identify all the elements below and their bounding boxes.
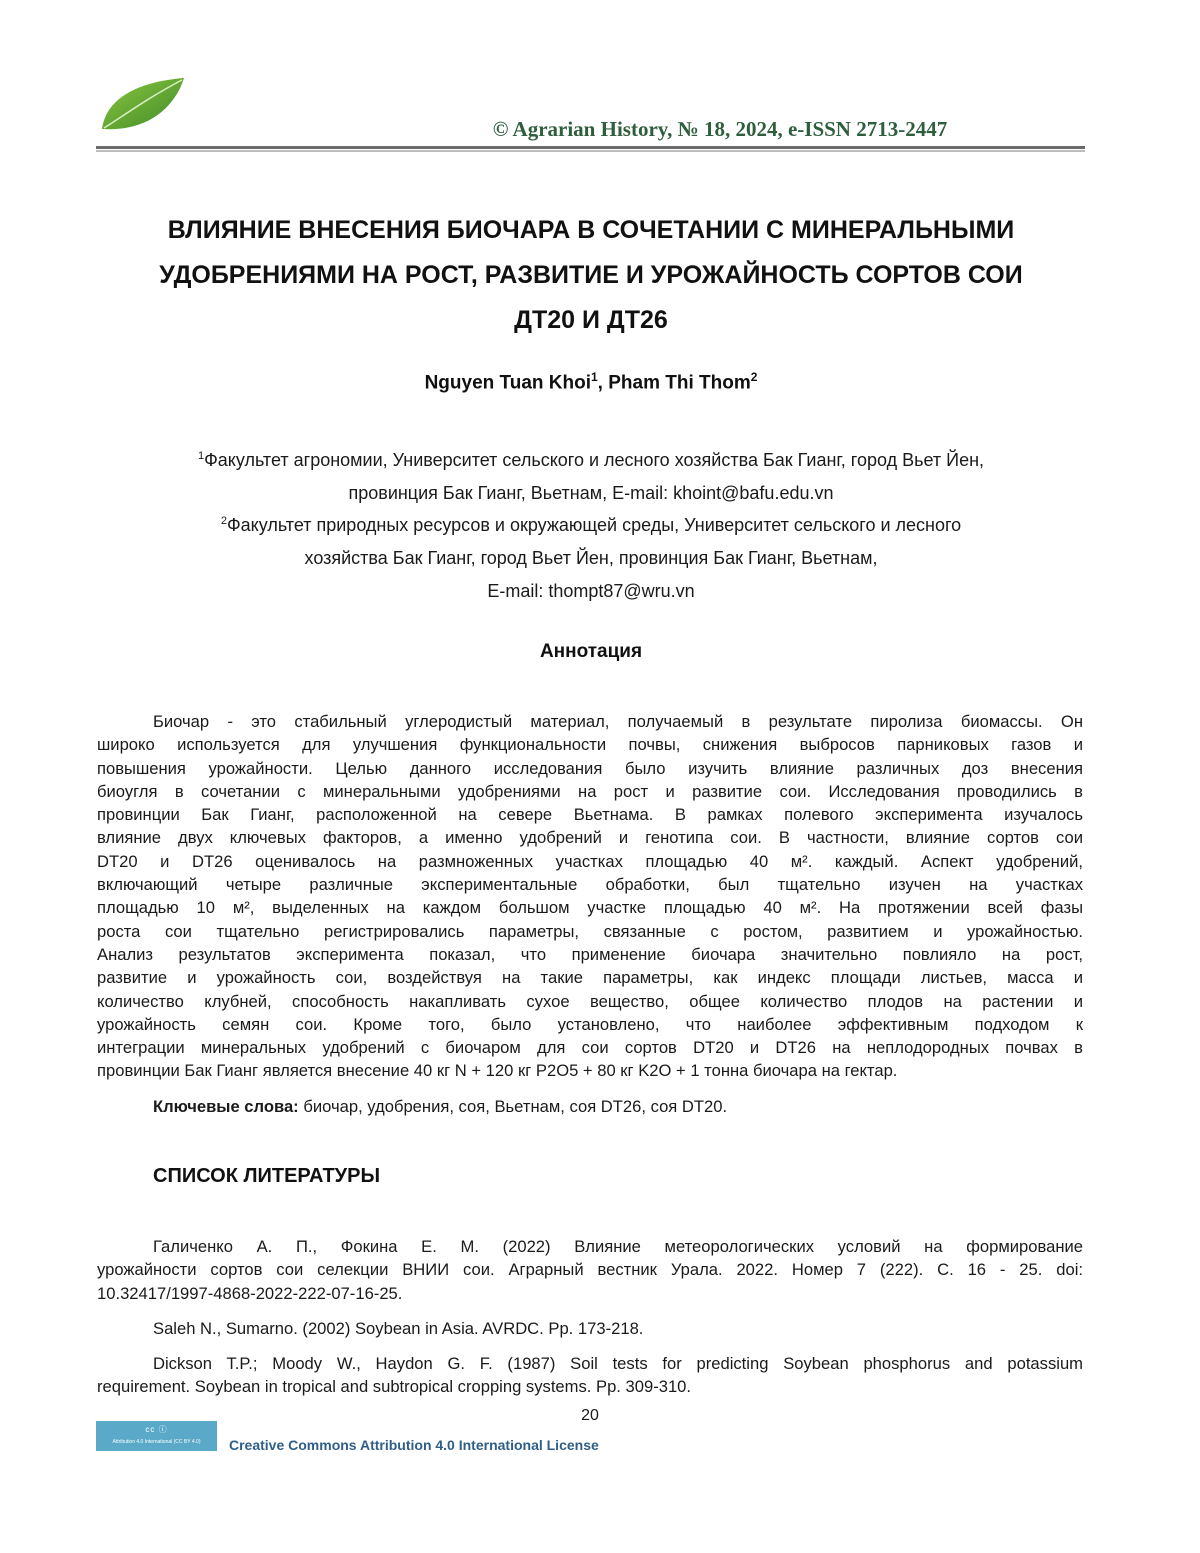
keywords-text: биочар, удобрения, соя, Вьетнам, соя DT26, соя DT20. xyxy=(298,1097,728,1116)
affiliation-line: хозяйства Бак Гианг, город Вьет Йен, провинция Бак Гианг, Вьетнам, xyxy=(304,548,878,568)
cc-icon: cc ⓘ xyxy=(145,1425,168,1434)
title-line: ВЛИЯНИЕ ВНЕСЕНИЯ БИОЧАРА В СОЧЕТАНИИ С МИНЕРАЛЬНЫМИ xyxy=(167,216,1015,244)
abstract-heading: Аннотация xyxy=(539,641,643,662)
reference-line: урожайности сортов сои селекции ВНИИ сои. Аграрный вестник Урала. 2022. Номер 7 (222). С. 16 - 25. doi: xyxy=(97,1260,1083,1280)
reference-line: Галиченко А. П., Фокина Е. М. (2022) Влияние метеорологических условий на формирование xyxy=(153,1237,1083,1256)
reference-line: 10.32417/1997-4868-2022-222-07-16-25. xyxy=(97,1283,403,1303)
author-affil-mark: 1 xyxy=(590,370,598,384)
author-separator: , xyxy=(597,372,609,394)
abstract-line: повышения урожайности. Целью данного исследования было изучить влияние различных доз внесения xyxy=(97,758,1083,778)
affiliation-line: провинция Бак Гианг, Вьетнам, E-mail: khoint@bafu.edu.vn xyxy=(348,483,834,503)
abstract-body xyxy=(97,710,1083,1083)
author-name: Nguyen Tuan Khoi xyxy=(424,372,591,394)
license-link[interactable]: Creative Commons Attribution 4.0 International License xyxy=(229,1437,599,1453)
header-rule-light xyxy=(96,150,1085,152)
abstract-line: развитие и урожайность сои, воздействуя на такие параметры, как индекс площади листьев, масса и xyxy=(97,968,1083,988)
abstract-line: включающий четыре различные экспериментальные обработки, был тщательно изучен на участках xyxy=(97,875,1083,895)
abstract-line: биоугля в сочетании с минеральными удобрениями на рост и развитие сои. Исследования проводились в xyxy=(97,781,1083,801)
author-list xyxy=(100,370,1082,394)
abstract-line: роста сои тщательно регистрировались параметры, связанные с ростом, развитием и урожайностью. xyxy=(97,921,1083,941)
affiliation-line: E-mail: thompt87@wru.vn xyxy=(487,581,695,601)
abstract-line: количество клубней, способность накапливать сухое вещество, общее количество плодов на растении и xyxy=(97,991,1083,1011)
author-name: Pham Thi Thom xyxy=(608,372,751,394)
header-rule xyxy=(96,146,1085,149)
page-number: 20 xyxy=(581,1407,599,1424)
affiliation-1 xyxy=(100,440,1082,510)
reference-1 xyxy=(97,1235,1083,1305)
abstract-line: широко используется для улучшения функциональности почвы, снижения выбросов парниковых газов и xyxy=(97,735,1083,755)
journal-leaf-logo xyxy=(96,74,188,136)
affiliation-2 xyxy=(100,505,1082,608)
keywords-label: Ключевые слова: xyxy=(153,1097,299,1116)
keywords xyxy=(153,1097,1083,1117)
abstract-line: Анализ результатов эксперимента показал, что применение биочара значительно повлияло на рост, xyxy=(97,944,1083,964)
abstract-line: влияние двух ключевых факторов, а именно удобрений и генотипа сои. В частности, влияние сортов сои xyxy=(97,828,1083,848)
references-heading: СПИСОК ЛИТЕРАТУРЫ xyxy=(153,1165,381,1187)
abstract-line: площадью 10 м², выделенных на каждом большом участке площадью 40 м². На протяжении всей фазы xyxy=(97,898,1083,918)
author-affil-mark: 2 xyxy=(750,370,758,384)
abstract-line: провинции Бак Гианг, расположенной на севере Вьетнама. В рамках полевого эксперимента изучалось xyxy=(97,805,1083,825)
paper-title xyxy=(100,208,1082,343)
journal-header: © Agrarian History, № 18, 2024, e-ISSN 2713-2447 xyxy=(492,117,948,141)
abstract-line: Биочар - это стабильный углеродистый материал, получаемый в результате пиролиза биомассы. Он xyxy=(153,712,1083,731)
abstract-line: DT20 и DT26 оценивалось на размноженных участках площадью 40 м². каждый. Аспект удобрений, xyxy=(97,851,1083,871)
affiliation-line xyxy=(100,505,1082,542)
affiliation-text: Факультет природных ресурсов и окружающей среды, Университет сельского и лесного xyxy=(226,515,962,535)
reference-2 xyxy=(97,1317,1083,1340)
cc-license-badge[interactable] xyxy=(96,1421,217,1451)
affiliation-text: Факультет агрономии, Университет сельского и лесного хозяйства Бак Гианг, город Вьет Йен, xyxy=(204,450,985,470)
abstract-line: урожайность семян сои. Кроме того, было установлено, что наиболее эффективным подходом к xyxy=(97,1014,1083,1034)
affil-mark: 2 xyxy=(220,515,227,527)
reference-line: requirement. Soybean in tropical and subtropical cropping systems. Pp. 309-310. xyxy=(97,1377,692,1397)
affil-mark: 1 xyxy=(197,450,205,462)
reference-3 xyxy=(97,1352,1083,1399)
abstract-line: провинции Бак Гианг является внесение 40 кг N + 120 кг P2O5 + 80 кг K2O + 1 тонна биочара на гектар. xyxy=(97,1061,898,1081)
reference-line: Dickson T.P.; Moody W., Haydon G. F. (1987) Soil tests for predicting Soybean phosphorus and potassium xyxy=(153,1354,1083,1373)
affiliation-line xyxy=(100,440,1082,477)
cc-badge-text: Attribution 4.0 International (CC BY 4.0) xyxy=(112,1439,201,1445)
title-line: ДТ20 И ДТ26 xyxy=(514,306,668,334)
title-line: УДОБРЕНИЯМИ НА РОСТ, РАЗВИТИЕ И УРОЖАЙНОСТЬ СОРТОВ СОИ xyxy=(159,261,1023,289)
abstract-line: интеграции минеральных удобрений с биочаром для сои сортов DT20 и DT26 на неплодородных почвах в xyxy=(97,1038,1083,1058)
reference-line: Saleh N., Sumarno. (2002) Soybean in Asia. AVRDC. Pp. 173-218. xyxy=(153,1319,644,1338)
